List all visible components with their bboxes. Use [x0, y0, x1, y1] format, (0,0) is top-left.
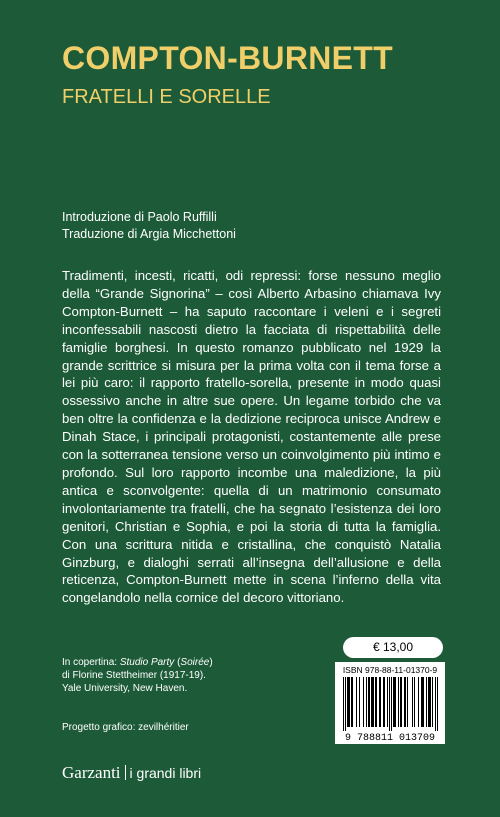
- barcode-bar: [414, 677, 415, 727]
- barcode-bar: [432, 677, 433, 727]
- barcode-bar: [437, 677, 438, 731]
- cover-art-line3: Yale University, New Haven.: [62, 683, 188, 694]
- book-title: FRATELLI E SORELLE: [62, 86, 271, 108]
- barcode-bar: [418, 677, 419, 727]
- barcode-bar: [363, 677, 364, 727]
- barcode-bar: [428, 677, 429, 727]
- barcode-bar: [394, 677, 395, 727]
- cover-art-paren-open: (: [174, 657, 181, 668]
- barcode-bar: [429, 677, 430, 727]
- barcode-bar: [352, 677, 353, 727]
- barcode-bar: [356, 677, 357, 727]
- series-name: i grandi libri: [129, 765, 202, 781]
- barcode-bar: [422, 677, 423, 727]
- barcode-bar: [349, 677, 350, 727]
- barcode-bar: [393, 677, 394, 727]
- barcode-image: [337, 677, 443, 743]
- cover-art-prefix: In copertina:: [62, 657, 120, 668]
- barcode-bar: [376, 677, 377, 727]
- barcode-bar: [391, 677, 392, 731]
- barcode-bar: [366, 677, 367, 727]
- barcode-bar: [421, 677, 422, 727]
- cover-art-credit: [62, 656, 213, 695]
- barcode-bar: [351, 677, 352, 727]
- barcode-bar: [383, 677, 384, 727]
- author-name: COMPTON-BURNETT: [62, 40, 393, 76]
- barcode-bar: [379, 677, 380, 727]
- translation-credit: Traduzione di Argia Micchettoni: [62, 227, 236, 241]
- barcode-bar: [435, 677, 436, 731]
- barcode-bar: [380, 677, 381, 727]
- credits: [62, 209, 236, 243]
- barcode-bar: [348, 677, 349, 727]
- publisher-divider: [125, 765, 126, 780]
- barcode-panel: [335, 662, 445, 744]
- barcode-bar: [430, 677, 431, 727]
- publisher-name: Garzanti: [62, 763, 121, 782]
- barcode-bar: [373, 677, 374, 727]
- cover-art-line2: di Florine Stettheimer (1917-19).: [62, 670, 206, 681]
- barcode-bar: [389, 677, 390, 731]
- barcode-bar: [387, 677, 388, 727]
- barcode-bar: [345, 677, 346, 731]
- barcode-bar: [371, 677, 372, 727]
- barcode-bar: [426, 677, 427, 727]
- barcode-bar: [401, 677, 402, 727]
- cover-art-title: Studio Party: [119, 657, 175, 668]
- barcode-bar: [368, 677, 369, 727]
- barcode-bar: [407, 677, 408, 727]
- cover-art-alt-title: Soirée: [180, 657, 210, 668]
- barcode-bar: [372, 677, 373, 727]
- cover-art-paren-close: ): [209, 657, 213, 668]
- cover-art-line1: [62, 656, 213, 669]
- book-blurb: Tradimenti, incesti, ricatti, odi repressi: forse nessuno meglio della “Grande Signorina” – così Alberto Arbasino chiamava Ivy Compton-Burnett – ha saputo raccontare i veleni e i segreti inconfessabili nascosti dietro la facciata di rispettabilità delle famiglie borghesi. In questo romanzo pubblicato nel 1929 la grande scrittrice si misura per la prima volta con il tema forse a lei più caro: il rapporto fratello-sorella, presente in modo quasi ossessivo anche in altre sue opere. Un legame torbido che va ben oltre la confidenza e la dedizione reciproca unisce Andrew e Dinah Stace, i principali protagonisti, costantemente alle prese con la sotterranea tensione verso un coinvolgimento più intimo e profondo. Sul loro rapporto incombe una maledizione, la più antica e sconvolgente: quella di un matrimonio consumato involontariamente tra fratelli, che ha segnato l’esistenza dei loro genitori, Christian e Sophia, e poi la storia di tutta la famiglia. Con una scrittura nitida e cristallina, che conquistò Natalia Ginzburg, e dialoghi serrati all’insegna dell’allusione e della reticenza, Compton-Burnett mette in scena l’inferno della vita congelandolo nella cornice del decoro vittoriano.: [62, 268, 441, 606]
- barcode-bar: [375, 677, 376, 727]
- barcode-bar: [384, 677, 385, 727]
- price-tag: € 13,00: [343, 637, 443, 658]
- barcode-bar: [404, 677, 405, 727]
- barcode-digits: 9 788811 013709: [344, 733, 436, 743]
- publisher-logo: [62, 763, 201, 783]
- design-credit: Progetto grafico: zevilhéritier: [62, 722, 189, 733]
- barcode-bar: [405, 677, 406, 727]
- barcode-bar: [347, 677, 348, 727]
- barcode-bar: [395, 677, 396, 727]
- barcode-bar: [398, 677, 399, 727]
- barcode-bar: [423, 677, 424, 727]
- barcode-bar: [369, 677, 370, 727]
- barcode-bar: [400, 677, 401, 727]
- barcode-bar: [412, 677, 413, 727]
- barcode-bar: [359, 677, 360, 727]
- introduction-credit: Introduzione di Paolo Ruffilli: [62, 210, 217, 224]
- barcode-bar: [343, 677, 344, 731]
- isbn-label: ISBN 978-88-11-01370-9: [342, 665, 438, 675]
